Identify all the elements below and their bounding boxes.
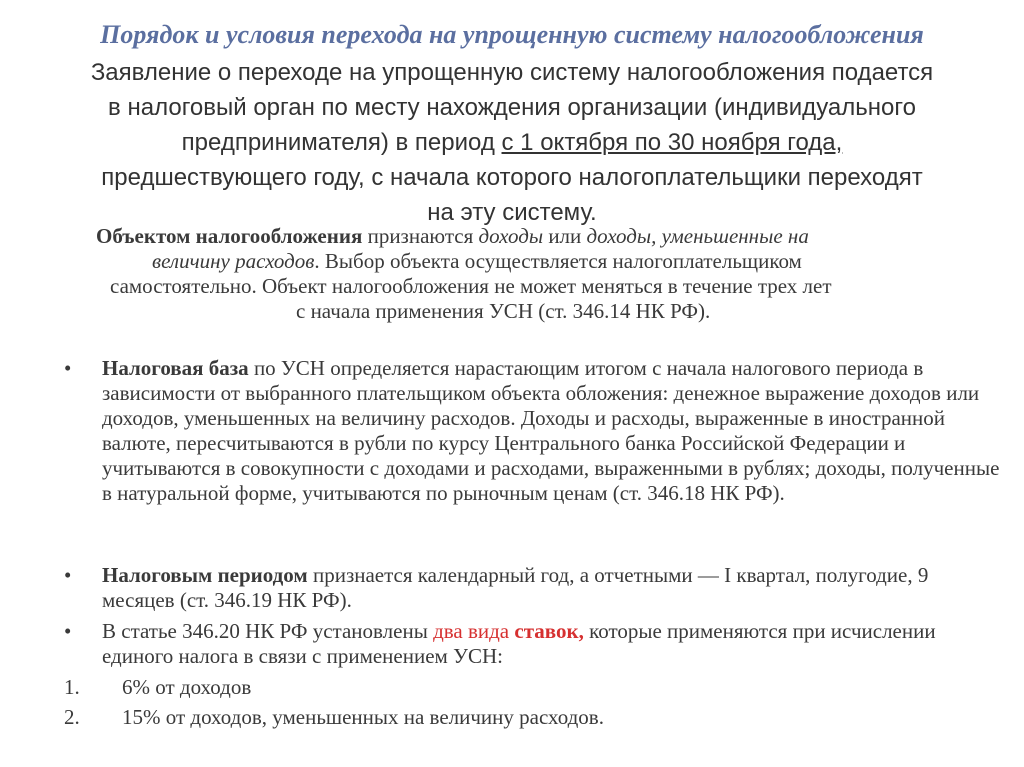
bullet-body: которые применяются при исчислении единого налога в связи с применением УСН: [102, 619, 936, 668]
highlight-red: два вида [433, 619, 515, 643]
list-number: 2. [64, 705, 80, 729]
object-text: или [543, 224, 587, 248]
object-line [96, 224, 994, 249]
object-italic: доходы [478, 224, 544, 248]
object-text: признаются [362, 224, 479, 248]
intro-line: на эту систему. [427, 199, 597, 226]
object-line: с начала применения УСН (ст. 346.14 НК РФ). [296, 299, 711, 323]
list-text: 6% от доходов [122, 675, 252, 699]
intro-line: в налоговый орган по месту нахождения организации (индивидуального [108, 94, 916, 121]
bullet-body: В статье 346.20 НК РФ установлены [102, 619, 434, 643]
bullet-tax-rates [64, 619, 1004, 669]
list-item-1 [64, 675, 964, 700]
highlight-red-bold: ставок, [514, 619, 584, 643]
slide-title: Порядок и условия перехода на упрощенную систему налогообложения [100, 20, 924, 49]
intro-paragraph [40, 55, 984, 230]
bullet-body: по УСН определяется нарастающим итогом с начала налогового периода в зависимости от выбранного плательщиком объекта обложения: денежное выражение доходов или доходов, уменьшенных на величину расходов. Доходы и расходы, выраженные в иностранной валюте, пересчитываются в рубли по курсу Центрального банка Российской Федерации и учитываются в совокупности с доходами и расходами, выраженными в рублях; доходы, полученные в натуральной форме, учитываются по рыночным ценам (ст. 346.18 НК РФ). [102, 356, 1000, 505]
bullet-mark: • [64, 563, 72, 587]
bullet-mark: • [64, 619, 72, 643]
bullet-lead: Налоговая база [102, 356, 249, 380]
bullet-tax-period [64, 563, 1004, 613]
deadline-period: с 1 октября по 30 ноября года, [501, 129, 843, 156]
intro-line: предшествующего году, с начала которого налогоплательщики переходят [101, 164, 923, 191]
bullet-text [102, 356, 1004, 506]
list-text: 15% от доходов, уменьшенных на величину расходов. [122, 705, 604, 729]
bullet-mark: • [64, 356, 72, 380]
intro-text: предпринимателя) в период [181, 129, 502, 156]
object-line: самостоятельно. Объект налогообложения не может меняться в течение трех лет [110, 274, 832, 298]
object-text: . Выбор объекта осуществляется налогоплательщиком [314, 249, 802, 273]
bullet-lead: Налоговым периодом [102, 563, 308, 587]
intro-line [40, 125, 984, 160]
object-line [96, 249, 994, 274]
bullet-text [102, 563, 1004, 613]
bullet-body: признается календарный год, а отчетными — I квартал, полугодие, 9 месяцев (ст. 346.19 НК РФ). [102, 563, 929, 612]
bullet-tax-base [64, 356, 1004, 506]
list-item-2 [64, 705, 964, 730]
list-number: 1. [64, 675, 80, 699]
object-lead: Объектом налогообложения [96, 224, 363, 248]
intro-line: Заявление о переходе на упрощенную систему налогообложения подается [90, 59, 934, 86]
object-italic: величину расходов [152, 249, 315, 273]
bullet-text [102, 619, 1004, 669]
object-italic: доходы, уменьшенные на [586, 224, 809, 248]
tax-object-paragraph [96, 224, 994, 324]
